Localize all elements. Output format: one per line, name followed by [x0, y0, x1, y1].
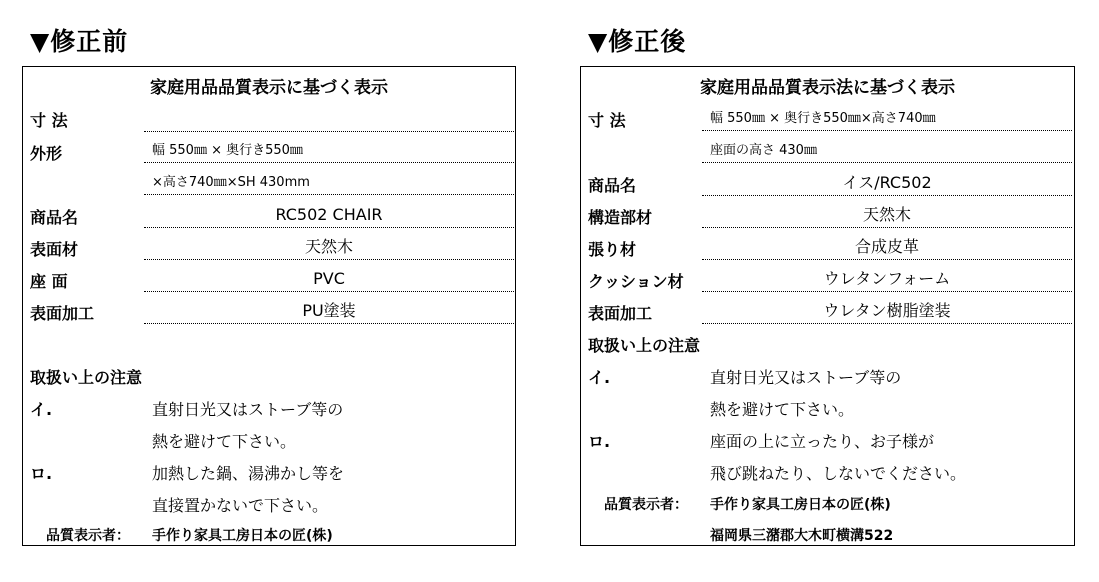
after-structure-value: 天然木 [702, 203, 1072, 228]
before-labeler-value: 手作り家具工房日本の匠(株) [152, 528, 333, 544]
after-item-i-line1: 直射日光又はストーブ等の [710, 368, 902, 387]
after-item-i-label: イ. [588, 368, 611, 387]
after-dimension-label: 寸 法 [588, 111, 626, 130]
before-seat-label: 座 面 [30, 272, 68, 291]
after-finish-label: 表面加工 [588, 304, 653, 323]
before-surface-material-value: 天然木 [144, 235, 514, 260]
before-dimension-label: 寸 法 [30, 111, 68, 130]
before-product-name-label: 商品名 [30, 208, 79, 227]
after-upholstery-label: 張り材 [588, 240, 637, 259]
before-outline-value-2: ×高さ740㎜×SH 430mm [144, 171, 514, 195]
after-cushion-value: ウレタンフォーム [702, 267, 1072, 292]
before-caution-label: 取扱い上の注意 [30, 368, 143, 387]
after-product-name-label: 商品名 [588, 176, 637, 195]
after-product-name-value: イス/RC502 [702, 171, 1072, 196]
after-finish-value: ウレタン樹脂塗装 [702, 299, 1072, 324]
before-item-i-label: イ. [30, 400, 53, 419]
after-item-ro-label: ロ. [588, 432, 611, 451]
after-structure-label: 構造部材 [588, 208, 653, 227]
after-upholstery-value: 合成皮革 [702, 235, 1072, 260]
before-product-name-value: RC502 CHAIR [144, 203, 514, 228]
before-item-i-line1: 直射日光又はストーブ等の [152, 400, 344, 419]
after-heading: ▼修正後 [588, 27, 687, 56]
after-labeler-value: 手作り家具工房日本の匠(株) [710, 497, 891, 513]
before-item-ro-line1: 加熱した鍋、湯沸かし等を [152, 464, 345, 483]
after-cushion-label: クッション材 [588, 272, 684, 291]
before-seat-value: PVC [144, 267, 514, 292]
before-item-i-line2: 熱を避けて下さい。 [152, 432, 297, 451]
before-surface-material-label: 表面材 [30, 240, 79, 259]
after-caution-label: 取扱い上の注意 [588, 336, 701, 355]
before-dimension-value [144, 107, 514, 132]
before-finish-value: PU塗装 [144, 299, 514, 324]
before-item-ro-line2: 直接置かないで下さい。 [152, 496, 329, 515]
after-item-i-line2: 熱を避けて下さい。 [710, 400, 855, 419]
after-item-ro-line1: 座面の上に立ったり、お子様が [710, 432, 935, 451]
before-item-ro-label: ロ. [30, 464, 53, 483]
before-outline-value-1: 幅 550㎜ × 奥行き550㎜ [144, 139, 514, 163]
after-item-ro-line2: 飛び跳ねたり、しないでください。 [710, 464, 967, 483]
before-finish-label: 表面加工 [30, 304, 95, 323]
before-outline-label: 外形 [30, 144, 63, 163]
before-label-box [22, 66, 516, 546]
after-title: 家庭用品品質表示法に基づく表示 [700, 78, 955, 98]
before-labeler-label: 品質表示者： [46, 528, 130, 544]
after-dimension-value-2: 座面の高さ 430㎜ [702, 139, 1072, 163]
before-heading: ▼修正前 [30, 27, 129, 56]
after-address: 福岡県三潴郡大木町横溝522 [710, 528, 894, 544]
after-dimension-value-1: 幅 550㎜ × 奥行き550㎜×高さ740㎜ [702, 107, 1072, 131]
before-title: 家庭用品品質表示に基づく表示 [150, 78, 388, 98]
after-label-box [580, 66, 1075, 546]
after-labeler-label: 品質表示者： [604, 497, 688, 513]
